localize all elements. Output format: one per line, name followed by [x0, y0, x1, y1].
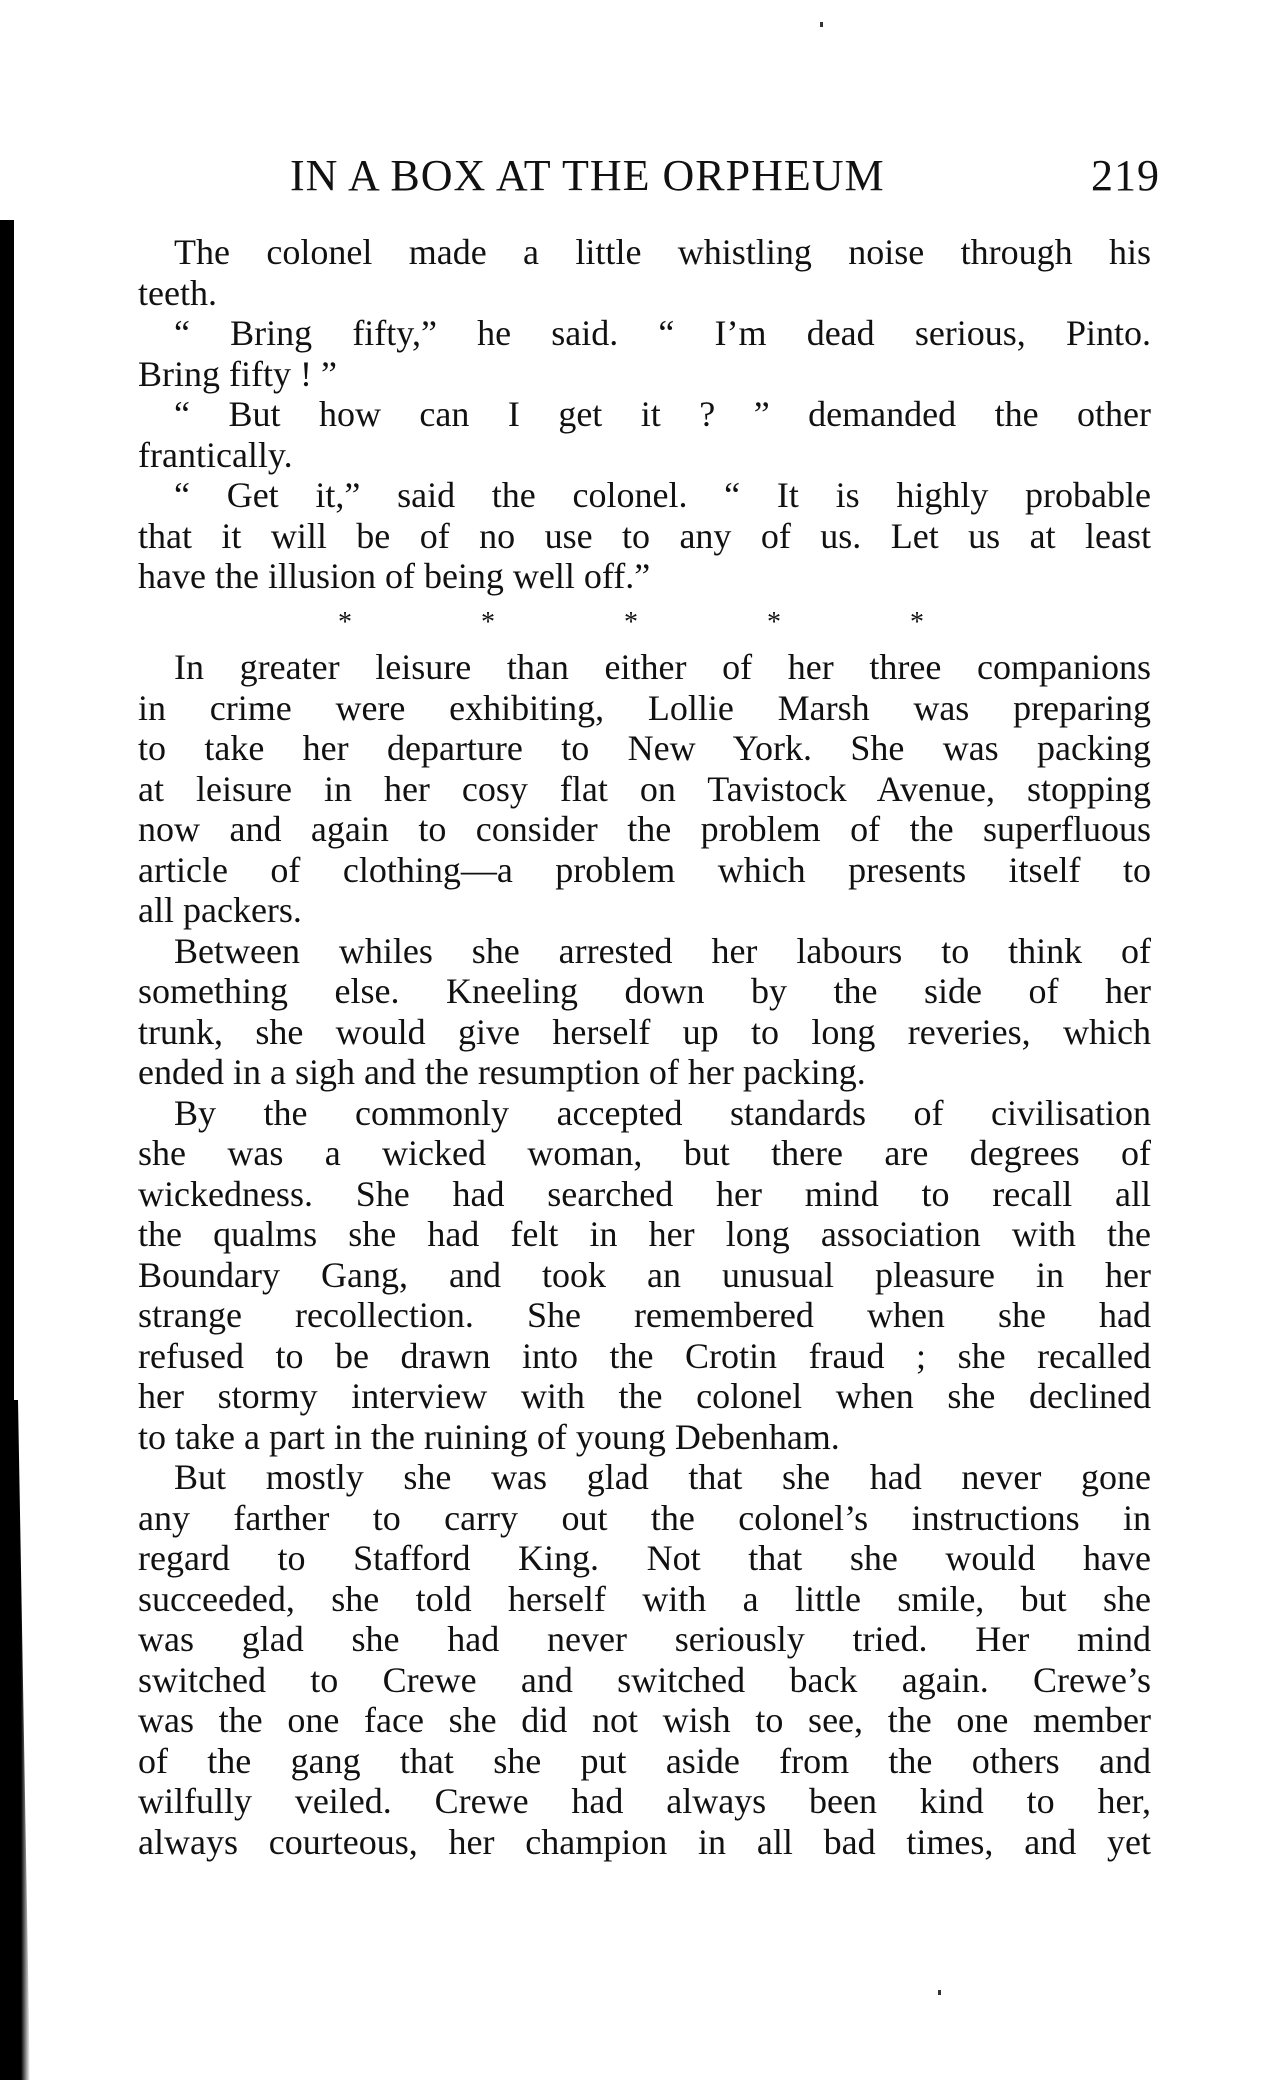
- text-line: Bring fifty ! ”: [138, 353, 337, 394]
- text-line: Boundary Gang, and took an unusual pleasure in her: [138, 1254, 1151, 1295]
- text-line: to take a part in the ruining of young Debenham.: [138, 1416, 840, 1457]
- text-line: wickedness. She had searched her mind to recall all: [138, 1173, 1151, 1214]
- text-line: “ Bring fifty,” he said. “ I’m dead serious, Pinto.: [174, 313, 1151, 353]
- text-line: The colonel made a little whistling noise through his: [174, 232, 1151, 272]
- scan-shadow-edge-lower: [0, 1400, 30, 2080]
- text-line: at leisure in her cosy flat on Tavistock Avenue, stopping: [138, 768, 1151, 809]
- text-line: to take her departure to New York. She was packing: [138, 728, 1151, 768]
- text-line: trunk, she would give herself up to long reveries, which: [138, 1011, 1151, 1052]
- text-line: her stormy interview with the colonel when she declined: [138, 1376, 1151, 1416]
- text-line: regard to Stafford King. Not that she would have: [138, 1538, 1151, 1578]
- text-line: strange recollection. She remembered when she had: [138, 1295, 1151, 1335]
- text-line: ended in a sigh and the resumption of her packing.: [138, 1052, 866, 1092]
- text-line: Between whiles she arrested her labours to think of: [174, 930, 1151, 971]
- text-line: now and again to consider the problem of the superfluous: [138, 809, 1151, 849]
- page-number: 219: [1091, 151, 1160, 200]
- text-line: something else. Kneeling down by the side of her: [138, 971, 1151, 1011]
- scan-speck: [820, 22, 823, 27]
- section-break: [138, 597, 1151, 638]
- text-line: “ But how can I get it ? ” demanded the other: [174, 394, 1151, 434]
- text-line: article of clothing—a problem which presents itself to: [138, 849, 1151, 890]
- text-line: refused to be drawn into the Crotin fraud ; she recalled: [138, 1335, 1151, 1376]
- text-line: she was a wicked woman, but there are degrees of: [138, 1133, 1151, 1173]
- scan-speck: [938, 1990, 941, 1995]
- text-line: all packers.: [138, 890, 302, 930]
- text-line: teeth.: [138, 272, 217, 313]
- text-line: wilfully veiled. Crewe had always been kind to her,: [138, 1781, 1151, 1821]
- text-line: In greater leisure than either of her three companions: [174, 647, 1151, 687]
- section-break-asterisk: *: [338, 606, 352, 638]
- text-line: frantically.: [138, 434, 293, 475]
- section-break-asterisk: *: [910, 606, 924, 638]
- text-line: By the commonly accepted standards of civilisation: [174, 1092, 1151, 1133]
- text-line: was the one face she did not wish to see, the one member: [138, 1700, 1151, 1740]
- section-break-asterisk: *: [767, 606, 781, 638]
- text-line: the qualms she had felt in her long association with the: [138, 1214, 1151, 1254]
- section-break-asterisk: *: [624, 606, 638, 638]
- text-line: any farther to carry out the colonel’s instructions in: [138, 1497, 1151, 1538]
- text-line: of the gang that she put aside from the others and: [138, 1740, 1151, 1781]
- text-line: have the illusion of being well off.”: [138, 556, 651, 596]
- running-title: IN A BOX AT THE ORPHEUM: [290, 151, 885, 200]
- text-line: succeeded, she told herself with a little smile, but she: [138, 1578, 1151, 1619]
- running-header: [290, 150, 1160, 210]
- page-body: [138, 232, 1151, 1862]
- section-break-asterisk: *: [481, 606, 495, 638]
- text-line: was glad she had never seriously tried. Her mind: [138, 1619, 1151, 1659]
- text-line: switched to Crewe and switched back again. Crewe’s: [138, 1659, 1151, 1700]
- text-line: in crime were exhibiting, Lollie Marsh was preparing: [138, 687, 1151, 728]
- text-line: that it will be of no use to any of us. Let us at least: [138, 515, 1151, 556]
- text-line: “ Get it,” said the colonel. “ It is highly probable: [174, 475, 1151, 515]
- text-line: always courteous, her champion in all bad times, and yet: [138, 1821, 1151, 1862]
- text-line: But mostly she was glad that she had never gone: [174, 1457, 1151, 1497]
